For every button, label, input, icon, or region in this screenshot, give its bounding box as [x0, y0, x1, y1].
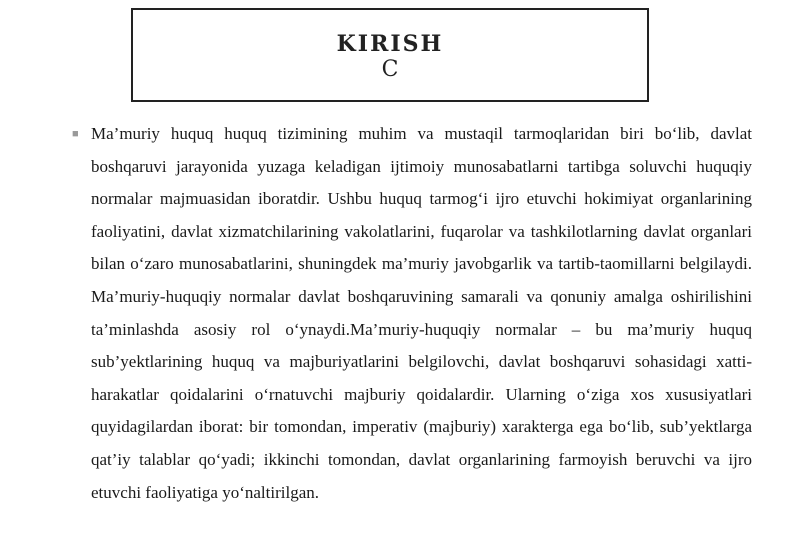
title-box — [131, 8, 649, 102]
body-paragraph: Ma’muriy huquq huquq tizimining muhim va mustaqil tarmoqlaridan biri bo‘lib, davlat boshqaruvi jarayonida yuzaga keladigan ijtimoiy munosabatlarni tartibga soluvchi huquqiy normalar majmuasidan iboratdir. Ushbu huquq tarmog‘i ijro etuvchi hokimiyat organlarining faoliyatini, davlat xizmatchilarining vakolatlarini, fuqarolar va tashkilotlarning davlat organlari bilan o‘zaro munosabatlarini, shuningdek ma’muriy javobgarlik va tartib-taomillarni belgilaydi. Ma’muriy-huquqiy normalar davlat boshqaruvining samarali va qonuniy amalga oshirilishini ta’minlashda asosiy rol o‘ynaydi.Ma’muriy-huquqiy normalar – bu ma’muriy huquq sub’yektlarining huquq va majburiyatlarini belgilovchi, davlat boshqaruvi sohasidagi xatti-harakatlar qoidalarini o‘rnatuvchi majburiy qoidalardir. Ularning o‘ziga xos xususiyatlari quyidagilardan iborat: bir tomondan, imperativ (majburiy) xarakterga ega bo‘lib, sub’yektlarga qat’iy talablar qo‘yadi; ikkinchi tomondan, davlat organlarining farmoyish beruvchi va ijro etuvchi faoliyatiga yo‘naltirilgan. — [91, 124, 752, 502]
slide-content — [72, 118, 752, 509]
slide-title: KIRISH — [336, 31, 444, 57]
slide-subtitle: C — [381, 57, 399, 82]
bullet-item — [72, 118, 752, 509]
bullet-square-icon: ■ — [72, 128, 79, 140]
